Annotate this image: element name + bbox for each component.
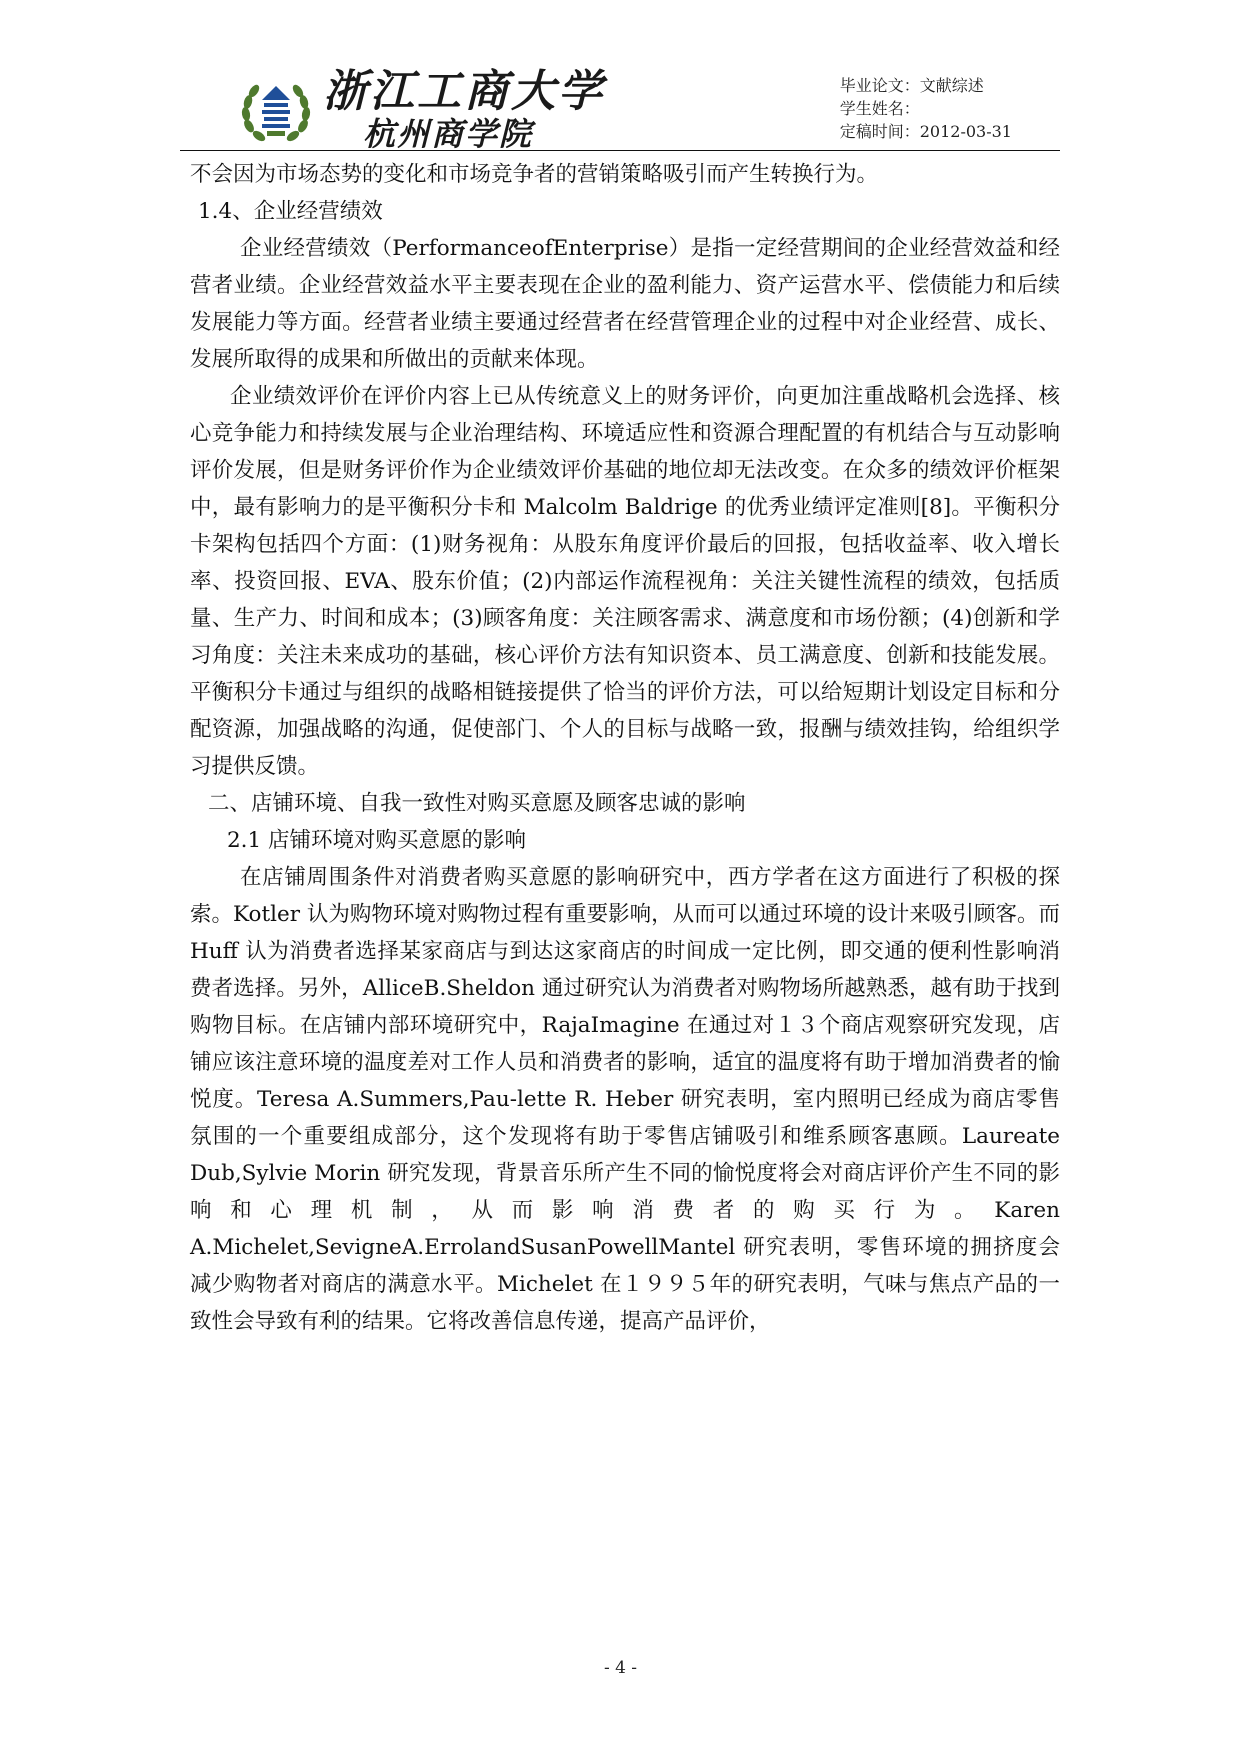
page-number: - 4 - bbox=[603, 1658, 638, 1678]
section-heading-2: 二、店铺环境、自我一致性对购买意愿及顾客忠诚的影响 bbox=[208, 791, 746, 816]
paragraph-continued: 不会因为市场态势的变化和市场竞争者的营销策略吸引而产生转换行为。 bbox=[190, 162, 879, 187]
page-header bbox=[180, 60, 1060, 152]
meta-final-date: 定稿时间：2012-03-31 bbox=[839, 122, 1012, 141]
meta-student-name: 学生姓名： bbox=[839, 99, 920, 118]
school-name: 浙江工商大学 bbox=[323, 66, 605, 117]
paragraph-store-environment: 在店铺周围条件对消费者购买意愿的影响研究中，西方学者在这方面进行了积极的探索。Kotler 认为购物环境对购物过程有重要影响，从而可以通过环境的设计来吸引顾客。而 Huff 认为消费者选择某家商店与到达这家商店的时间成一定比例，即交通的便利性影响消费者选择。另外，AlliceB.Sheldon 通过研究认为消费者对购物场所越熟悉，越有助于找到购物目标。在店铺内部环境研究中，RajaImagine 在通过对１３个商店观察研究发现，店铺应该注意环境的温度差对工作人员和消费者的影响，适宜的温度将有助于增加消费者的愉悦度。Teresa A.Summers,Pau-lette R. Heber 研究表明，室内照明已经成为商店零售氛围的一个重要组成部分，这个发现将有助于零售店铺吸引和维系顾客惠顾。Laureate Dub,Sylvie Morin 研究发现，背景音乐所产生不同的愉悦度将会对商店评价产生不同的影响和心理机制，从而影响消费者的购买行为。Karen A.Michelet,SevigneA.ErrolandSusanPowellMantel 研究表明，零售环境的拥挤度会减少购物者对商店的满意水平。Michelet 在１９９５年的研究表明，气味与焦点产品的一致性会导致有利的结果。它将改善信息传递，提高产品评价， bbox=[190, 865, 1060, 1334]
document-body bbox=[190, 156, 1060, 1340]
college-name: 杭州商学院 bbox=[363, 115, 534, 153]
header-divider bbox=[180, 150, 1060, 151]
section-heading-1-4: 1.4、企业经营绩效 bbox=[198, 199, 383, 224]
university-emblem-icon bbox=[240, 76, 312, 148]
section-heading-2-1: 2.1 店铺环境对购买意愿的影响 bbox=[227, 828, 527, 853]
meta-document-type: 毕业论文：文献综述 bbox=[839, 76, 984, 95]
paragraph-performance-definition: 企业经营绩效（PerformanceofEnterprise）是指一定经营期间的企业经营效益和经营者业绩。企业经营效益水平主要表现在企业的盈利能力、资产运营水平、偿债能力和后续发展能力等方面。经营者业绩主要通过经营者在经营管理企业的过程中对企业经营、成长、发展所取得的成果和所做出的贡献来体现。 bbox=[190, 236, 1060, 372]
paragraph-performance-evaluation: 企业绩效评价在评价内容上已从传统意义上的财务评价，向更加注重战略机会选择、核心竞争能力和持续发展与企业治理结构、环境适应性和资源合理配置的有机结合与互动影响评价发展，但是财务评价作为企业绩效评价基础的地位却无法改变。在众多的绩效评价框架中，最有影响力的是平衡积分卡和 Malcolm Baldrige 的优秀业绩评定准则[8]。平衡积分卡架构包括四个方面：(1)财务视角：从股东角度评价最后的回报，包括收益率、收入增长率、投资回报、EVA、股东价值；(2)内部运作流程视角：关注关键性流程的绩效，包括质量、生产力、时间和成本；(3)顾客角度：关注顾客需求、满意度和市场份额；(4)创新和学习角度：关注未来成功的基础，核心评价方法有知识资本、员工满意度、创新和技能发展。平衡积分卡通过与组织的战略相链接提供了恰当的评价方法，可以给短期计划设定目标和分配资源，加强战略的沟通，促使部门、个人的目标与战略一致，报酬与绩效挂钩，给组织学习提供反馈。 bbox=[190, 384, 1060, 779]
document-meta bbox=[840, 74, 1012, 143]
